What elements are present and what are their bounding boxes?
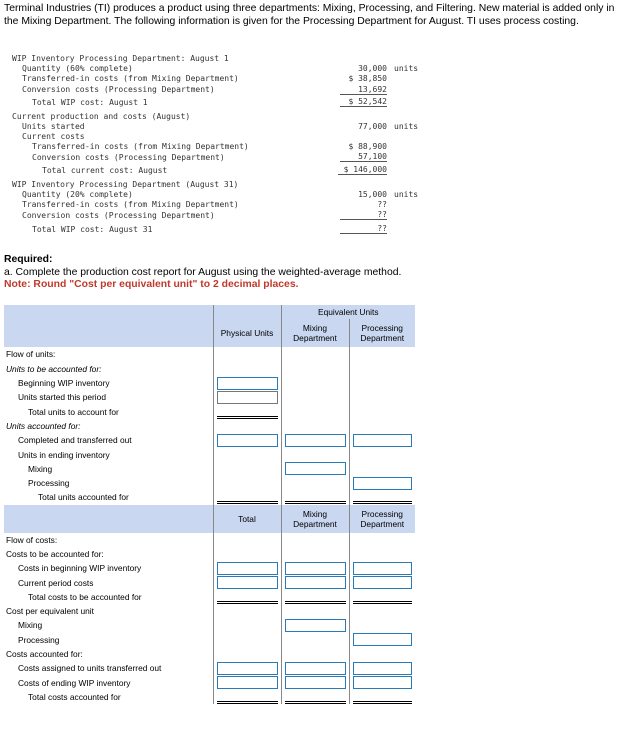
ending-mixing-input[interactable] <box>285 462 346 475</box>
total-units-to-account-label: Total units to account for <box>4 404 213 418</box>
assigned-transferred-label: Costs assigned to units transferred out <box>4 661 213 675</box>
ending-costs-label: Costs of ending WIP inventory <box>4 676 213 690</box>
ending-costs-mixing-input[interactable] <box>285 676 346 689</box>
costs-beg-total-input[interactable] <box>217 562 278 575</box>
flow-units-label: Flow of units: <box>4 347 213 361</box>
info-line: Conversion costs (Processing Department) <box>22 211 215 220</box>
required-section <box>4 254 401 292</box>
info-line: WIP Inventory Processing Department (August 31) <box>12 180 239 189</box>
info-line: Quantity (20% complete) <box>22 190 133 199</box>
flow-costs-label: Flow of costs: <box>4 533 213 547</box>
costs-accounted-label: Costs accounted for: <box>4 647 213 661</box>
required-a: a. Complete the production cost report for August using the weighted-average method. <box>4 266 402 278</box>
ending-mixing-label: Mixing <box>4 462 213 476</box>
processing-cost-header: Processing Department <box>360 508 405 529</box>
completed-label: Completed and transferred out <box>4 433 213 447</box>
units-accounted-label: Units accounted for: <box>4 419 213 433</box>
info-value: ?? <box>340 224 387 234</box>
cost-per-eu-mixing-input[interactable] <box>285 619 346 632</box>
beg-wip-units-input[interactable] <box>217 377 278 390</box>
info-value: $ 146,000 <box>338 165 387 175</box>
cost-per-eu-label: Cost per equivalent unit <box>4 604 213 618</box>
info-value: 57,100 <box>340 152 387 162</box>
info-line: Current costs <box>22 132 85 141</box>
costs-beg-processing-input[interactable] <box>353 562 413 575</box>
required-title: Required: <box>4 254 53 265</box>
info-value: ?? <box>340 210 387 220</box>
info-line: Transferred-in costs (from Mixing Department) <box>22 74 239 83</box>
info-value: 15,000 <box>358 190 387 199</box>
mixing-dept-header: Mixing Department <box>281 319 349 347</box>
ending-processing-label: Processing <box>4 476 213 490</box>
info-line: Units started <box>22 122 85 131</box>
current-costs-mixing-input[interactable] <box>285 576 346 589</box>
total-costs-to-account-value <box>217 590 278 604</box>
ending-costs-total-input[interactable] <box>217 676 278 689</box>
assigned-processing-input[interactable] <box>353 662 413 675</box>
costs-beg-wip-label: Costs in beginning WIP inventory <box>4 561 213 575</box>
info-value: 13,692 <box>340 85 387 95</box>
costs-beg-mixing-input[interactable] <box>285 562 346 575</box>
units-started-label: Units started this period <box>4 390 213 404</box>
physical-units-header: Physical Units <box>213 319 281 347</box>
total-mixing-eu-value <box>285 490 346 504</box>
completed-mixing-input[interactable] <box>285 434 346 447</box>
info-value: 30,000 <box>358 64 387 73</box>
mixing-cost-header: Mixing Department <box>281 505 349 533</box>
total-header: Total <box>213 505 281 533</box>
problem-intro: Terminal Industries (TI) produces a product using three departments: Mixing, Processing, and Filtering. New material is added only in the Mixing Department. The following information is given for the Processing Department for August. TI uses process costing. <box>4 3 615 27</box>
ending-costs-processing-input[interactable] <box>353 676 413 689</box>
info-value: 77,000 <box>358 122 387 131</box>
units-to-account-label: Units to be accounted for: <box>4 362 213 376</box>
ending-processing-input[interactable] <box>353 477 413 490</box>
completed-processing-input[interactable] <box>353 434 413 447</box>
total-units-accounted-label: Total units accounted for <box>4 490 213 504</box>
info-line: Total WIP cost: August 31 <box>32 225 153 234</box>
info-unit: units <box>394 190 419 199</box>
assigned-total-input[interactable] <box>217 662 278 675</box>
costs-to-account-label: Costs to be accounted for: <box>4 547 213 561</box>
info-unit: units <box>394 122 419 131</box>
current-costs-label: Current period costs <box>4 575 213 589</box>
units-started-input[interactable] <box>217 391 278 404</box>
cost-per-eu-processing-input[interactable] <box>353 633 413 646</box>
info-line: Conversion costs (Processing Department) <box>22 85 215 94</box>
total-costs-processing-value <box>353 590 413 604</box>
total-costs-to-account-label: Total costs to be accounted for <box>4 590 213 604</box>
current-costs-processing-input[interactable] <box>353 576 413 589</box>
info-line: Current production and costs (August) <box>12 112 191 121</box>
info-line: Total WIP cost: August 1 <box>32 98 148 107</box>
current-costs-total-input[interactable] <box>217 576 278 589</box>
total-costs-accounted-mixing-value <box>285 690 346 704</box>
info-value: ?? <box>377 200 387 209</box>
total-units-to-account-value <box>217 405 278 419</box>
info-line: WIP Inventory Processing Department: August 1 <box>12 54 229 63</box>
cost-per-eu-processing-label: Processing <box>4 633 213 647</box>
total-costs-accounted-processing-value <box>353 690 413 704</box>
processing-dept-header: Processing Department <box>360 323 405 344</box>
beg-wip-label: Beginning WIP inventory <box>4 376 213 390</box>
equivalent-units-header: Equivalent Units <box>317 307 379 318</box>
info-line: Quantity (60% complete) <box>22 64 133 73</box>
completed-units-input[interactable] <box>217 434 278 447</box>
production-cost-report <box>4 305 415 704</box>
total-costs-mixing-value <box>285 590 346 604</box>
info-line: Transferred-in costs (from Mixing Department) <box>22 200 239 209</box>
info-unit: units <box>394 64 419 73</box>
assigned-mixing-input[interactable] <box>285 662 346 675</box>
info-line: Total current cost: August <box>42 166 168 175</box>
total-costs-accounted-label: Total costs accounted for <box>4 690 213 704</box>
cost-per-eu-mixing-label: Mixing <box>4 618 213 632</box>
total-costs-accounted-value <box>217 690 278 704</box>
required-note: Note: Round "Cost per equivalent unit" to 2 decimal places. <box>4 279 299 290</box>
info-value: $ 38,850 <box>348 74 387 83</box>
info-line: Conversion costs (Processing Department) <box>32 153 225 162</box>
ending-inventory-label: Units in ending inventory <box>4 447 213 461</box>
info-value: $ 52,542 <box>340 97 387 107</box>
total-units-accounted-value <box>217 490 278 504</box>
total-processing-eu-value <box>353 490 413 504</box>
info-value: $ 88,900 <box>348 142 387 151</box>
info-line: Transferred-in costs (from Mixing Department) <box>32 142 249 151</box>
